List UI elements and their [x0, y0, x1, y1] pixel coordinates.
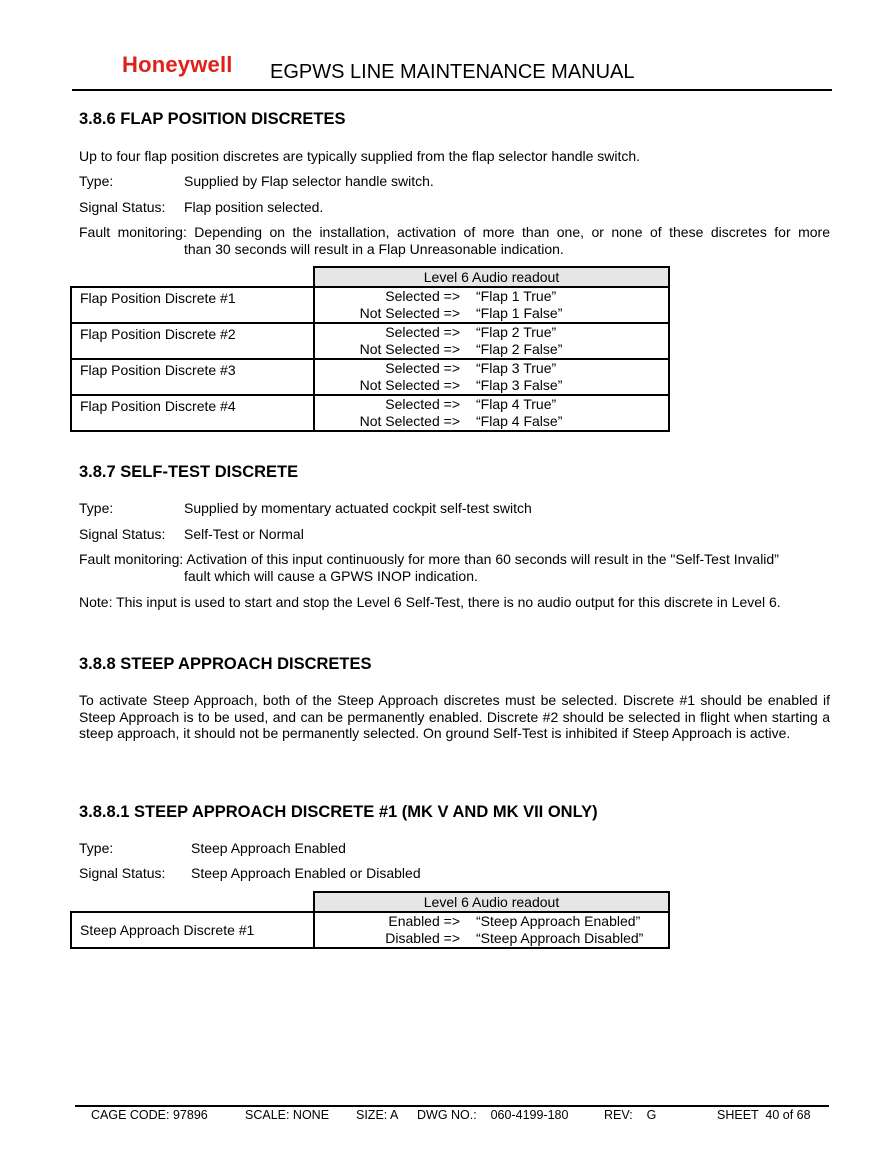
- signal-status-value: Flap position selected.: [184, 199, 324, 215]
- table-row: [71, 395, 669, 431]
- footer-cage-code: CAGE CODE: 97896: [91, 1108, 208, 1122]
- state-label: Not Selected =>: [359, 341, 460, 357]
- section-heading-3-8-6: 3.8.6 FLAP POSITION DISCRETES: [79, 110, 346, 128]
- type-label: Type:: [79, 500, 114, 516]
- flap-intro-text: Up to four flap position discretes are typically supplied from the flap selector handle switch.: [79, 148, 641, 164]
- selftest-fault-monitoring: [79, 551, 830, 585]
- discrete-name: Flap Position Discrete #2: [71, 323, 314, 359]
- manual-title: EGPWS LINE MAINTENANCE MANUAL: [270, 61, 635, 83]
- footer-drawing-number: DWG NO.: 060-4199-180: [417, 1108, 569, 1122]
- selftest-note: Note: This input is used to start and stop the Level 6 Self-Test, there is no audio output for this discrete in Level 6.: [79, 594, 781, 610]
- state-label: Not Selected =>: [359, 377, 460, 393]
- table-row: [71, 323, 669, 359]
- honeywell-logo: Honeywell: [122, 52, 233, 77]
- fault-line-2: than 30 seconds will result in a Flap Unreasonable indication.: [184, 241, 564, 257]
- type-label: Type:: [79, 173, 114, 189]
- signal-status-value: Steep Approach Enabled or Disabled: [191, 865, 421, 881]
- signal-status-label: Signal Status:: [79, 199, 166, 215]
- audio-output: “Flap 1 True”: [476, 288, 557, 304]
- audio-output: “Flap 2 False”: [476, 341, 563, 357]
- steep-audio-table: [70, 891, 670, 949]
- type-label: Type:: [79, 840, 114, 856]
- state-label: Disabled =>: [385, 930, 460, 946]
- flap-type-row: [79, 173, 830, 190]
- state-label: Selected =>: [385, 360, 460, 376]
- footer-sheet: SHEET 40 of 68: [717, 1108, 811, 1122]
- state-label: Selected =>: [385, 288, 460, 304]
- audio-output: “Flap 3 False”: [476, 377, 563, 393]
- table-row: [71, 912, 669, 948]
- type-value: Supplied by momentary actuated cockpit self-test switch: [184, 500, 532, 516]
- fault-line-1: Fault monitoring: Depending on the installation, activation of more than one, or none of these discretes for more: [79, 224, 830, 240]
- audio-output: “Flap 4 False”: [476, 413, 563, 429]
- audio-output: “Steep Approach Disabled”: [476, 930, 644, 946]
- discrete-name: Flap Position Discrete #4: [71, 395, 314, 431]
- flap-signal-status-row: [79, 199, 830, 216]
- audio-output: “Steep Approach Enabled”: [476, 913, 641, 929]
- footer-size: SIZE: A: [356, 1108, 399, 1122]
- selftest-type-row: [79, 500, 830, 517]
- section-heading-3-8-8-1: 3.8.8.1 STEEP APPROACH DISCRETE #1 (MK V AND MK VII ONLY): [79, 803, 598, 821]
- audio-output: “Flap 1 False”: [476, 305, 563, 321]
- state-label: Not Selected =>: [359, 413, 460, 429]
- table-header: Level 6 Audio readout: [314, 892, 669, 912]
- table-header: Level 6 Audio readout: [314, 267, 669, 287]
- audio-output: “Flap 3 True”: [476, 360, 557, 376]
- signal-status-label: Signal Status:: [79, 526, 166, 542]
- audio-output: “Flap 4 True”: [476, 396, 557, 412]
- header-divider: [72, 89, 832, 91]
- discrete-name: Flap Position Discrete #1: [71, 287, 314, 323]
- flap-audio-table: [70, 266, 670, 432]
- steep-approach-paragraph: To activate Steep Approach, both of the Steep Approach discretes must be selected. Discrete #1 should be enabled if Steep Approach is to be used, and can be permanently enabled. Discrete #2 should be selected in flight when starting a steep approach, it should not be permanently selected. On ground Self-Test is inhibited if Steep Approach is active.: [79, 692, 830, 741]
- footer-divider: [75, 1105, 829, 1107]
- steep-type-row: [79, 840, 830, 857]
- signal-status-value: Self-Test or Normal: [184, 526, 304, 542]
- footer-scale: SCALE: NONE: [245, 1108, 330, 1122]
- state-label: Enabled =>: [388, 913, 460, 929]
- steep-signal-status-row: [79, 865, 830, 882]
- discrete-name: Flap Position Discrete #3: [71, 359, 314, 395]
- section-heading-3-8-7: 3.8.7 SELF-TEST DISCRETE: [79, 463, 299, 481]
- type-value: Supplied by Flap selector handle switch.: [184, 173, 434, 189]
- flap-fault-monitoring: [79, 224, 830, 258]
- state-label: Selected =>: [385, 324, 460, 340]
- fault-line-1: Fault monitoring: Activation of this input continuously for more than 60 seconds will result in the "Self-Test Invalid”: [79, 551, 779, 567]
- state-label: Selected =>: [385, 396, 460, 412]
- audio-output: “Flap 2 True”: [476, 324, 557, 340]
- type-value: Steep Approach Enabled: [191, 840, 346, 856]
- selftest-signal-status-row: [79, 526, 830, 543]
- section-heading-3-8-8: 3.8.8 STEEP APPROACH DISCRETES: [79, 655, 372, 673]
- discrete-name: Steep Approach Discrete #1: [71, 912, 314, 948]
- signal-status-label: Signal Status:: [79, 865, 166, 881]
- table-row: [71, 287, 669, 323]
- footer-revision: REV: G: [604, 1108, 657, 1122]
- state-label: Not Selected =>: [359, 305, 460, 321]
- fault-line-2: fault which will cause a GPWS INOP indication.: [184, 568, 478, 584]
- table-row: [71, 359, 669, 395]
